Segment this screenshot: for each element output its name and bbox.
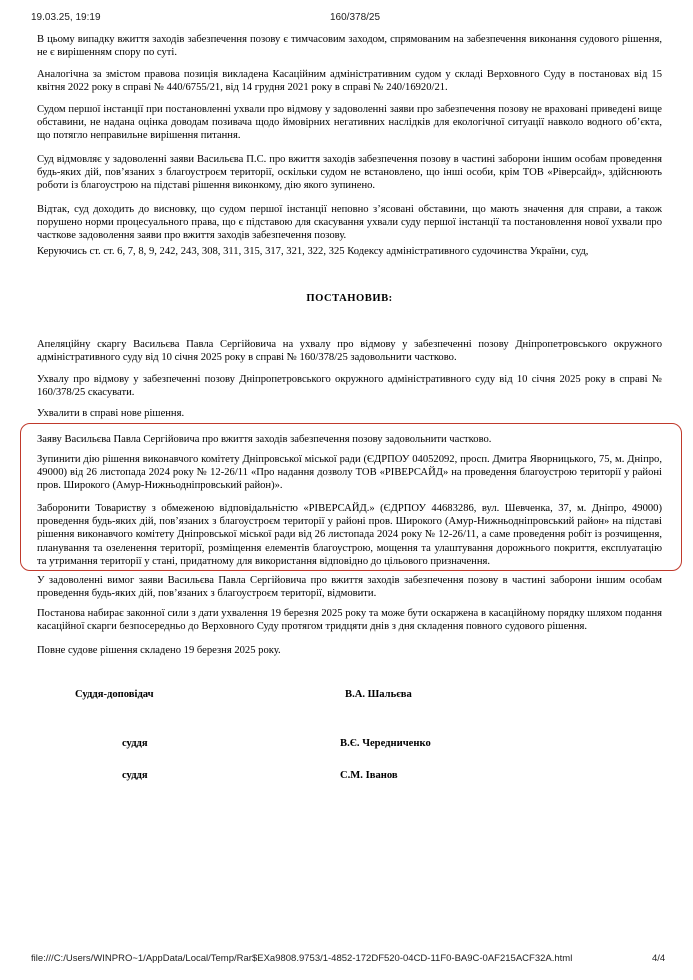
signature-role: Суддя-доповідач xyxy=(75,689,154,700)
paragraph: В цьому випадку вжиття заходів забезпечення позову є тимчасовим заходом, спрямованим на забезпечення виконання судового рішення, не є вирішенням спору по суті. xyxy=(37,34,662,59)
ruling-title: ПОСТАНОВИВ: xyxy=(306,293,393,304)
paragraph: Відтак, суд доходить до висновку, що судом першої інстанції неповно з’ясовані обставини, що мають значення для справи, а також порушено норми процесуального права, що є підставою для скасування ухвали суду першої інстанції та постановлення нової ухвали про часткове задоволення заяви про вжиття заходів забезпечення позову. xyxy=(37,204,662,242)
boxed-paragraph: Заборонити Товариству з обмеженою відповідальністю «РІВЕРСАЙД.» (ЄДРПОУ 44683286, вул. Шевченка, 37, м. Дніпро, 49000) проведення будь-яких дій, пов’язаних з благоустроєм території у районі пров. Широкого (Амур-Нижньодніпровський район» на підставі рішення виконавчого комітету Дніпровської міської ради від 26 листопада 2024 року № 12-26/11, а саме проведення робіт із розчищення, планування та озеленення території, розміщення елементів благоустрою, мощення та улаштування дорожнього покриття, експлуатацію та утримання території у стані, придатному для використання відповідно до цільового призначення. xyxy=(37,503,662,567)
signature-name: С.М. Іванов xyxy=(340,770,398,781)
print-datetime: 19.03.25, 19:19 xyxy=(31,12,101,23)
paragraph: Ухвалу про відмову у забезпеченні позову Дніпропетровського окружного адміністративного суду від 10 січня 2025 року в справі № 160/378/25 скасувати. xyxy=(37,374,662,399)
case-number-header: 160/378/25 xyxy=(330,12,381,23)
paragraph: Ухвалити в справі нове рішення. xyxy=(37,408,185,419)
footer-file-path: file:///C:/Users/WINPRO~1/AppData/Local/Temp/Rar$EXa9808.9753/1-4852-172DF520-04CD-11F0-BA9C-0AF215ACF32A.html xyxy=(31,953,573,964)
signature-name: В.А. Шальєва xyxy=(345,689,412,700)
signature-role: суддя xyxy=(122,738,148,749)
paragraph: У задоволенні вимог заяви Васильєва Павла Сергійовича про вжиття заходів забезпечення позову в частині заборони іншим особам проведення будь-яких дій, пов’язаних з благоустроєм території, відмовити. xyxy=(37,575,662,600)
paragraph: Повне судове рішення складено 19 березня 2025 року. xyxy=(37,645,281,656)
boxed-paragraph: Заяву Васильєва Павла Сергійовича про вжиття заходів забезпечення позову задовольнити частково. xyxy=(37,434,492,445)
signature-role: суддя xyxy=(122,770,148,781)
paragraph: Постанова набирає законної сили з дати ухвалення 19 березня 2025 року та може бути оскаржена в касаційному порядку шляхом подання касаційної скарги безпосередньо до Верховного Суду протягом тридцяти днів з дня складення повного судового рішення. xyxy=(37,608,662,633)
page-number: 4/4 xyxy=(652,953,666,964)
paragraph: Апеляційну скаргу Васильєва Павла Сергійовича на ухвалу про відмову у забезпеченні позову Дніпропетровського окружного адміністративного суду від 10 січня 2025 року в справі № 160/378/25 задовольнити частково. xyxy=(37,339,662,364)
paragraph: Керуючись ст. ст. 6, 7, 8, 9, 242, 243, 308, 311, 315, 317, 321, 322, 325 Кодексу адміністративного судочинства України, суд, xyxy=(37,246,589,257)
paragraph: Судом першої інстанції при постановленні ухвали про відмову у задоволенні заяви про забезпечення позову не враховані приведені вище обставини, не надана оцінка доводам позивача щодо ймовірних негативних наслідків для екологічної ситуації навколо водного об’єкта, що потягло неправильне вирішення питання. xyxy=(37,104,662,142)
paragraph: Аналогічна за змістом правова позиція викладена Касаційним адміністративним судом у складі Верховного Суду в постановах від 15 квітня 2022 року в справі № 440/6755/21, від 14 грудня 2021 року в справі № 240/16920/21. xyxy=(37,69,662,94)
paragraph: Суд відмовляє у задоволенні заяви Васильєва П.С. про вжиття заходів забезпечення позову в частині заборони іншим особам проведення будь-яких дій, пов’язаних з благоустроєм території, оскільки судом не встановлено, що інші особи, крім ТОВ «Ріверсайд», здійснюють роботи із благоустрою на підставі рішення виконкому, дію якого зупинено. xyxy=(37,154,662,192)
boxed-paragraph: Зупинити дію рішення виконавчого комітету Дніпровської міської ради (ЄДРПОУ 04052092, просп. Дмитра Яворницького, 75, м. Дніпро, 49000) від 26 листопада 2024 року № 12-26/11 «Про надання дозволу ТОВ «РІВЕРСАЙД» на проведення благоустрою території у районі пров. Широкого (Амур-Нижньодніпровський район)». xyxy=(37,454,662,492)
signature-name: В.Є. Чередниченко xyxy=(340,738,431,749)
